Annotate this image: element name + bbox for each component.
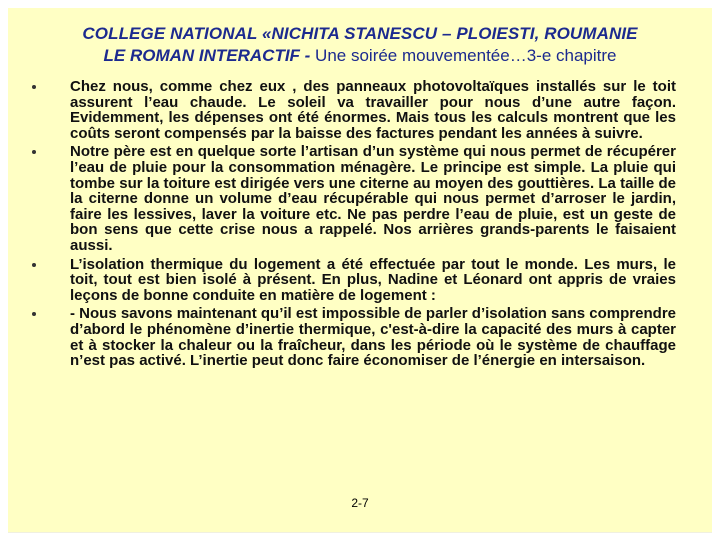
slide-subtitle — [0, 46, 720, 66]
bullet-dot-icon — [32, 263, 36, 267]
bullet-dot-icon — [32, 85, 36, 89]
bullet-item — [28, 306, 676, 368]
bullet-text: Notre père est en quelque sorte l’artisan d’un système qui nous permet de récupérer l’eau de pluie pour la consommation ménagère. Le principe est simple. La pluie qui tombe sur la toiture est dirigée vers une citerne au moyen des gouttières. La taille de la citerne donne un volume d’eau récupérable qui nous permet d’arroser le jardin, faire les lessives, laver la voiture etc. Ne pas perdre l’eau de pluie, est un geste de bon sens que cette crise nous a rappelé. Nos arrières grands-parents le faisaient aussi. — [70, 143, 676, 254]
bullet-item — [28, 79, 676, 141]
bullet-text: L’isolation thermique du logement a été effectuée par tout le monde. Les murs, le toit, tout est bien isolé à présent. En plus, Nadine et Léonard ont appris de vraies leçons de bonne conduite en matière de logement : — [70, 255, 676, 304]
subtitle-strong: LE ROMAN INTERACTIF - — [103, 46, 311, 65]
slide-title: COLLEGE NATIONAL «NICHITA STANESCU – PLOIESTI, ROUMANIE — [82, 24, 638, 43]
footer-divider — [8, 532, 712, 533]
bullet-text: Chez nous, comme chez eux , des panneaux photovoltaïques installés sur le toit assurent l’eau chaude. Le soleil va travailler pour nous d’une autre façon. Evidemment, les dépenses ont été énormes. Mais tous les calculs montrent que les coûts seront compensés par la baisse des factures pendant les années à suivre. — [70, 78, 676, 142]
subtitle-rest: Une soirée mouvementée…3-e chapitre — [310, 46, 617, 65]
bullet-item — [28, 144, 676, 253]
page-number: 2-7 — [351, 496, 369, 510]
bullet-dot-icon — [32, 312, 36, 316]
bullet-text: - Nous savons maintenant qu’il est impossible de parler d’isolation sans comprendre d’abord le phénomène d’inertie thermique, c'est-à-dire la capacité des murs à capter et à stocker la chaleur ou la fraîcheur, dans les période où le système de chauffage n’est pas activé. L’inertie peut donc faire économiser de l’énergie en intersaison. — [70, 305, 676, 370]
bullet-dot-icon — [32, 150, 36, 154]
bullet-item — [28, 257, 676, 304]
bullet-list — [28, 79, 676, 372]
